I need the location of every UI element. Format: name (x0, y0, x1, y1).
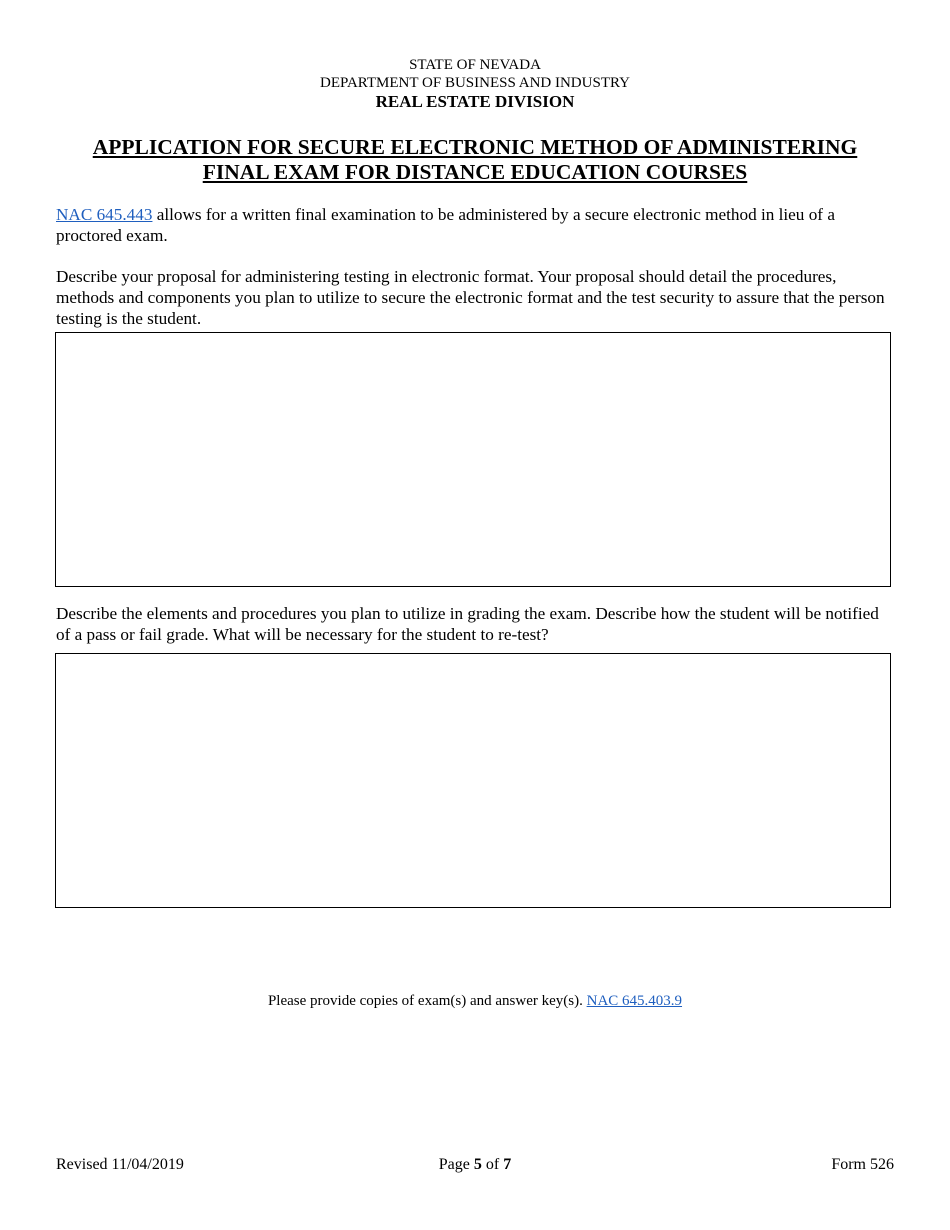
intro-paragraph (56, 204, 896, 246)
question-1-text: Describe your proposal for administering testing in electronic format. Your proposal should detail the procedures, methods and components you plan to utilize to secure the electronic format and the test security to assure that the person testing is the student. (56, 267, 885, 328)
grading-answer-box[interactable] (55, 653, 891, 908)
question-2-text: Describe the elements and procedures you plan to utilize in grading the exam. Describe how the student will be notified of a pass or fail grade. What will be necessary for the student to re-test? (56, 604, 879, 644)
page-total: 7 (503, 1156, 512, 1173)
form-title-line-1: APPLICATION FOR SECURE ELECTRONIC METHOD OF ADMINISTERING (92, 135, 858, 159)
nac-645-443-link[interactable]: NAC 645.443 (56, 205, 153, 224)
form-title-line-2: FINAL EXAM FOR DISTANCE EDUCATION COURSES (202, 160, 748, 184)
header-department: DEPARTMENT OF BUSINESS AND INDUSTRY (320, 75, 630, 91)
page-of: of (481, 1156, 504, 1173)
exam-copies-note (0, 992, 950, 1010)
nac-645-403-9-link[interactable]: NAC 645.403.9 (586, 993, 683, 1009)
page-current: 5 (473, 1156, 482, 1173)
header-state: STATE OF NEVADA (409, 57, 541, 73)
page-prefix: Page (438, 1156, 474, 1173)
page-number (0, 1155, 950, 1174)
form-number: Form 526 (831, 1156, 894, 1173)
intro-text: allows for a written final examination to be administered by a secure electronic method in lieu of a proctored exam. (56, 205, 835, 245)
proposal-answer-box[interactable] (55, 332, 891, 587)
exam-copies-note-text: Please provide copies of exam(s) and answer key(s). (267, 993, 587, 1009)
revised-date: Revised 11/04/2019 (56, 1156, 184, 1173)
header-division: REAL ESTATE DIVISION (375, 92, 575, 111)
